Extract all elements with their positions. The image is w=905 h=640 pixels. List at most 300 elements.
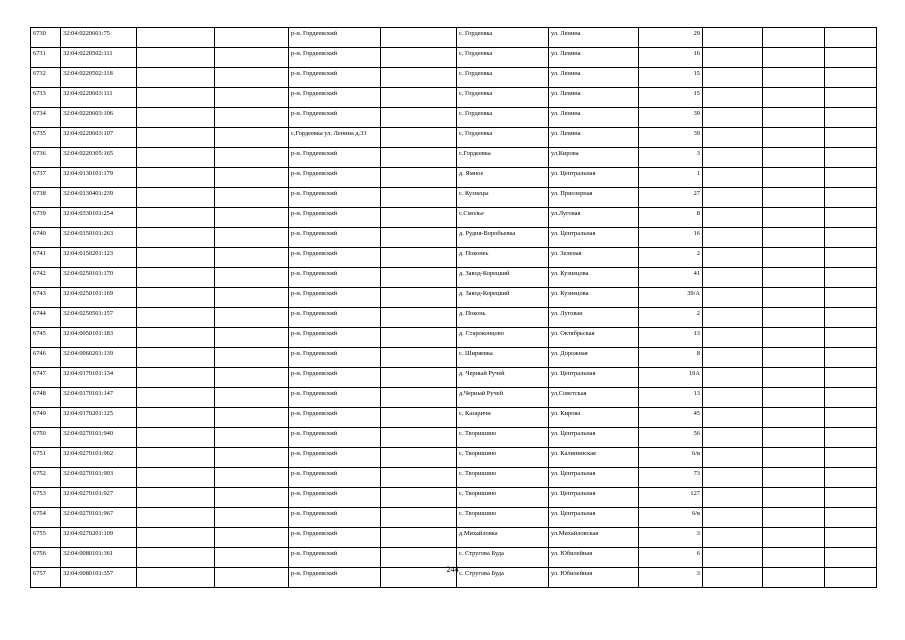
row-number-cell: 6754 <box>31 508 61 528</box>
empty-cell <box>703 268 763 288</box>
row-number-cell: 6750 <box>31 428 61 448</box>
cadastral-number-cell: 32:04:0270101:962 <box>61 448 137 468</box>
district-cell: р-н. Гордеевский <box>289 228 381 248</box>
cadastral-number-cell: 32:04:0220601:75 <box>61 28 137 48</box>
empty-cell <box>763 188 825 208</box>
empty-cell <box>825 448 877 468</box>
empty-cell <box>215 208 289 228</box>
table-row <box>31 308 877 328</box>
empty-cell <box>825 28 877 48</box>
empty-cell <box>381 528 457 548</box>
house-number-cell: 19А <box>639 368 703 388</box>
table-row <box>31 128 877 148</box>
empty-cell <box>825 48 877 68</box>
empty-cell <box>215 448 289 468</box>
locality-cell: д. Поконь <box>457 308 549 328</box>
locality-cell: с. Гордеевка <box>457 88 549 108</box>
house-number-cell: 29 <box>639 28 703 48</box>
empty-cell <box>215 148 289 168</box>
district-cell: р-н. Гордеевский <box>289 108 381 128</box>
empty-cell <box>703 388 763 408</box>
empty-cell <box>137 428 215 448</box>
district-cell: р-н. Гордеевский <box>289 508 381 528</box>
house-number-cell: 41 <box>639 268 703 288</box>
street-cell: ул. Ленина <box>549 48 639 68</box>
row-number-cell: 6740 <box>31 228 61 248</box>
locality-cell: с. Кузнецы <box>457 188 549 208</box>
empty-cell <box>215 348 289 368</box>
empty-cell <box>137 248 215 268</box>
house-number-cell: 2 <box>639 248 703 268</box>
locality-cell: с. Гордеевка <box>457 128 549 148</box>
row-number-cell: 6735 <box>31 128 61 148</box>
locality-cell: д. Староконцово <box>457 328 549 348</box>
empty-cell <box>137 468 215 488</box>
street-cell: ул. Центральная <box>549 368 639 388</box>
empty-cell <box>763 148 825 168</box>
street-cell: ул. Центральная <box>549 428 639 448</box>
locality-cell: д.Михайловка <box>457 528 549 548</box>
house-number-cell: 15 <box>639 88 703 108</box>
table-row <box>31 468 877 488</box>
empty-cell <box>825 288 877 308</box>
district-cell: р-н. Гордеевский <box>289 448 381 468</box>
house-number-cell: 6 <box>639 548 703 568</box>
row-number-cell: 6748 <box>31 388 61 408</box>
empty-cell <box>703 288 763 308</box>
empty-cell <box>215 428 289 448</box>
house-number-cell: 3 <box>639 148 703 168</box>
locality-cell: д. Черный Ручей <box>457 368 549 388</box>
empty-cell <box>825 508 877 528</box>
empty-cell <box>381 148 457 168</box>
locality-cell: с. Струговa Буда <box>457 548 549 568</box>
empty-cell <box>763 48 825 68</box>
empty-cell <box>215 88 289 108</box>
locality-cell: с. Казаричи <box>457 408 549 428</box>
empty-cell <box>215 468 289 488</box>
empty-cell <box>763 68 825 88</box>
empty-cell <box>215 508 289 528</box>
street-cell: ул.Кирова <box>549 148 639 168</box>
empty-cell <box>381 308 457 328</box>
row-number-cell: 6747 <box>31 368 61 388</box>
locality-cell: с. Гордеевка <box>457 48 549 68</box>
empty-cell <box>825 208 877 228</box>
locality-cell: с. Творишино <box>457 448 549 468</box>
empty-cell <box>381 248 457 268</box>
empty-cell <box>703 508 763 528</box>
empty-cell <box>763 108 825 128</box>
empty-cell <box>763 348 825 368</box>
empty-cell <box>703 448 763 468</box>
empty-cell <box>137 188 215 208</box>
house-number-cell: 127 <box>639 488 703 508</box>
empty-cell <box>137 108 215 128</box>
empty-cell <box>215 408 289 428</box>
table-row <box>31 348 877 368</box>
empty-cell <box>825 468 877 488</box>
empty-cell <box>381 88 457 108</box>
empty-cell <box>137 388 215 408</box>
table-row <box>31 528 877 548</box>
empty-cell <box>825 368 877 388</box>
district-cell: р-н. Гордеевский <box>289 488 381 508</box>
empty-cell <box>137 268 215 288</box>
empty-cell <box>215 388 289 408</box>
table-row <box>31 508 877 528</box>
empty-cell <box>763 168 825 188</box>
cadastral-number-cell: 32:04:0220305:165 <box>61 148 137 168</box>
empty-cell <box>215 48 289 68</box>
empty-cell <box>215 68 289 88</box>
empty-cell <box>825 88 877 108</box>
cadastral-number-cell: 32:04:0150201:123 <box>61 248 137 268</box>
empty-cell <box>381 48 457 68</box>
house-number-cell: 73 <box>639 468 703 488</box>
empty-cell <box>215 188 289 208</box>
district-cell: р-н. Гордеевский <box>289 268 381 288</box>
empty-cell <box>825 128 877 148</box>
empty-cell <box>215 268 289 288</box>
empty-cell <box>763 268 825 288</box>
empty-cell <box>137 328 215 348</box>
district-cell: р-н. Гордеевский <box>289 48 381 68</box>
table-row <box>31 88 877 108</box>
empty-cell <box>137 228 215 248</box>
empty-cell <box>763 528 825 548</box>
locality-cell: с. Творишино <box>457 468 549 488</box>
row-number-cell: 6730 <box>31 28 61 48</box>
empty-cell <box>703 408 763 428</box>
empty-cell <box>137 308 215 328</box>
table-row <box>31 388 877 408</box>
empty-cell <box>825 148 877 168</box>
district-cell: р-н. Гордеевский <box>289 208 381 228</box>
locality-cell: с. Гордеевка <box>457 68 549 88</box>
street-cell: ул. Калининская <box>549 448 639 468</box>
table-row <box>31 488 877 508</box>
house-number-cell: 45 <box>639 408 703 428</box>
house-number-cell: 39 <box>639 128 703 148</box>
row-number-cell: 6736 <box>31 148 61 168</box>
empty-cell <box>703 108 763 128</box>
district-cell: р-н. Гордеевский <box>289 148 381 168</box>
row-number-cell: 6744 <box>31 308 61 328</box>
table-row <box>31 288 877 308</box>
empty-cell <box>137 508 215 528</box>
empty-cell <box>215 368 289 388</box>
empty-cell <box>703 28 763 48</box>
empty-cell <box>381 408 457 428</box>
street-cell: ул. Дорожная <box>549 348 639 368</box>
row-number-cell: 6751 <box>31 448 61 468</box>
house-number-cell: 56 <box>639 428 703 448</box>
empty-cell <box>763 388 825 408</box>
table-row <box>31 108 877 128</box>
empty-cell <box>763 88 825 108</box>
empty-cell <box>381 68 457 88</box>
district-cell: р-н. Гордеевский <box>289 248 381 268</box>
table-row <box>31 48 877 68</box>
empty-cell <box>763 368 825 388</box>
table-row <box>31 268 877 288</box>
empty-cell <box>703 428 763 448</box>
cadastral-number-cell: 32:04:0130401:239 <box>61 188 137 208</box>
street-cell: ул. Кузнецова <box>549 288 639 308</box>
cadastral-number-cell: 32:04:0220603:107 <box>61 128 137 148</box>
street-cell: ул. Кирова <box>549 408 639 428</box>
empty-cell <box>381 468 457 488</box>
registry-table <box>30 27 877 588</box>
empty-cell <box>381 348 457 368</box>
house-number-cell: 16 <box>639 228 703 248</box>
locality-cell: с.Смолье <box>457 208 549 228</box>
locality-cell: с.Гордеевка <box>457 148 549 168</box>
empty-cell <box>137 168 215 188</box>
street-cell: ул. Ленина <box>549 68 639 88</box>
table-row <box>31 248 877 268</box>
empty-cell <box>763 208 825 228</box>
empty-cell <box>215 28 289 48</box>
empty-cell <box>381 108 457 128</box>
street-cell: ул.Михайловская <box>549 528 639 548</box>
empty-cell <box>825 248 877 268</box>
row-number-cell: 6757 <box>31 568 61 588</box>
locality-cell: д.Черный Ручей <box>457 388 549 408</box>
street-cell: ул. Ленина <box>549 128 639 148</box>
empty-cell <box>825 348 877 368</box>
empty-cell <box>825 408 877 428</box>
district-cell: р-н. Гордеевский <box>289 28 381 48</box>
empty-cell <box>381 388 457 408</box>
empty-cell <box>137 348 215 368</box>
empty-cell <box>763 488 825 508</box>
house-number-cell: 13 <box>639 388 703 408</box>
empty-cell <box>703 368 763 388</box>
empty-cell <box>763 448 825 468</box>
empty-cell <box>825 188 877 208</box>
empty-cell <box>215 108 289 128</box>
empty-cell <box>825 388 877 408</box>
empty-cell <box>763 288 825 308</box>
cadastral-number-cell: 32:04:0330101:254 <box>61 208 137 228</box>
table-row <box>31 228 877 248</box>
row-number-cell: 6739 <box>31 208 61 228</box>
locality-cell: с. Творишино <box>457 488 549 508</box>
empty-cell <box>703 168 763 188</box>
empty-cell <box>381 328 457 348</box>
row-number-cell: 6741 <box>31 248 61 268</box>
cadastral-number-cell: 32:04:0080101:357 <box>61 568 137 588</box>
row-number-cell: 6731 <box>31 48 61 68</box>
table-row <box>31 328 877 348</box>
district-cell: р-н. Гордеевский <box>289 308 381 328</box>
empty-cell <box>703 88 763 108</box>
street-cell: ул. Юбилейная <box>549 568 639 588</box>
district-cell: р-н. Гордеевский <box>289 468 381 488</box>
cadastral-number-cell: 32:04:0250501:157 <box>61 308 137 328</box>
house-number-cell: 1 <box>639 168 703 188</box>
row-number-cell: 6734 <box>31 108 61 128</box>
row-number-cell: 6745 <box>31 328 61 348</box>
district-cell: с.Гордеевка ул. Ленина д.33 <box>289 128 381 148</box>
empty-cell <box>215 128 289 148</box>
empty-cell <box>703 188 763 208</box>
district-cell: р-н. Гордеевский <box>289 388 381 408</box>
locality-cell: д. Ямное <box>457 168 549 188</box>
street-cell: ул. Зеленая <box>549 248 639 268</box>
empty-cell <box>825 328 877 348</box>
house-number-cell: 3 <box>639 568 703 588</box>
row-number-cell: 6746 <box>31 348 61 368</box>
empty-cell <box>137 408 215 428</box>
cadastral-number-cell: 32:04:0270101:903 <box>61 468 137 488</box>
row-number-cell: 6733 <box>31 88 61 108</box>
empty-cell <box>381 428 457 448</box>
empty-cell <box>703 308 763 328</box>
street-cell: ул. Приозерная <box>549 188 639 208</box>
table-row <box>31 368 877 388</box>
street-cell: ул. Юбилейная <box>549 548 639 568</box>
district-cell: р-н. Гордеевский <box>289 568 381 588</box>
house-number-cell: 15 <box>639 68 703 88</box>
empty-cell <box>381 188 457 208</box>
street-cell: ул. Ленина <box>549 88 639 108</box>
cadastral-number-cell: 32:04:0050101:183 <box>61 328 137 348</box>
empty-cell <box>703 328 763 348</box>
table-body <box>31 28 877 588</box>
empty-cell <box>763 508 825 528</box>
empty-cell <box>703 68 763 88</box>
cadastral-number-cell: 32:04:0220603:111 <box>61 88 137 108</box>
cadastral-number-cell: 32:04:0150101:263 <box>61 228 137 248</box>
cadastral-number-cell: 32:04:0250101:169 <box>61 288 137 308</box>
street-cell: ул. Луговая <box>549 308 639 328</box>
cadastral-number-cell: 32:04:0170101:147 <box>61 388 137 408</box>
empty-cell <box>137 68 215 88</box>
table-row <box>31 188 877 208</box>
locality-cell: д. Завод-Корецкий <box>457 288 549 308</box>
street-cell: ул. Центральная <box>549 228 639 248</box>
empty-cell <box>137 208 215 228</box>
empty-cell <box>381 448 457 468</box>
house-number-cell: 39 <box>639 108 703 128</box>
district-cell: р-н. Гордеевский <box>289 188 381 208</box>
empty-cell <box>381 508 457 528</box>
district-cell: р-н. Гордеевский <box>289 68 381 88</box>
house-number-cell: 6/в <box>639 508 703 528</box>
house-number-cell: 27 <box>639 188 703 208</box>
empty-cell <box>381 288 457 308</box>
street-cell: ул. Октябрьская <box>549 328 639 348</box>
street-cell: ул. Центральная <box>549 488 639 508</box>
cadastral-number-cell: 32:04:0060201:139 <box>61 348 137 368</box>
empty-cell <box>825 108 877 128</box>
empty-cell <box>137 448 215 468</box>
empty-cell <box>215 288 289 308</box>
table-row <box>31 448 877 468</box>
row-number-cell: 6742 <box>31 268 61 288</box>
row-number-cell: 6743 <box>31 288 61 308</box>
empty-cell <box>825 528 877 548</box>
empty-cell <box>763 428 825 448</box>
district-cell: р-н. Гордеевский <box>289 328 381 348</box>
empty-cell <box>215 328 289 348</box>
empty-cell <box>137 288 215 308</box>
empty-cell <box>381 228 457 248</box>
row-number-cell: 6732 <box>31 68 61 88</box>
row-number-cell: 6756 <box>31 548 61 568</box>
cadastral-number-cell: 32:04:0220603:106 <box>61 108 137 128</box>
empty-cell <box>703 148 763 168</box>
row-number-cell: 6749 <box>31 408 61 428</box>
district-cell: р-н. Гордеевский <box>289 408 381 428</box>
empty-cell <box>763 228 825 248</box>
empty-cell <box>763 468 825 488</box>
cadastral-number-cell: 32:04:0250101:170 <box>61 268 137 288</box>
locality-cell: с. Струговa Буда <box>457 568 549 588</box>
district-cell: р-н. Гордеевский <box>289 428 381 448</box>
empty-cell <box>763 408 825 428</box>
locality-cell: с. Гордеевка <box>457 108 549 128</box>
empty-cell <box>703 488 763 508</box>
house-number-cell: 39/А <box>639 288 703 308</box>
locality-cell: д. Завод-Корецкий <box>457 268 549 288</box>
empty-cell <box>763 328 825 348</box>
street-cell: ул. Ленина <box>549 28 639 48</box>
cadastral-number-cell: 32:04:0170201:125 <box>61 408 137 428</box>
cadastral-number-cell: 32:04:0270201:109 <box>61 528 137 548</box>
empty-cell <box>381 268 457 288</box>
empty-cell <box>763 128 825 148</box>
empty-cell <box>703 248 763 268</box>
locality-cell: с. Гордеевка <box>457 28 549 48</box>
empty-cell <box>215 488 289 508</box>
table-row <box>31 68 877 88</box>
cadastral-number-cell: 32:04:0130101:179 <box>61 168 137 188</box>
locality-cell: д. Рудня-Воробьевка <box>457 228 549 248</box>
empty-cell <box>703 468 763 488</box>
district-cell: р-н. Гордеевский <box>289 528 381 548</box>
locality-cell: с. Творишино <box>457 428 549 448</box>
empty-cell <box>763 248 825 268</box>
house-number-cell: 8 <box>639 348 703 368</box>
table-row <box>31 28 877 48</box>
row-number-cell: 6752 <box>31 468 61 488</box>
empty-cell <box>381 128 457 148</box>
table-row <box>31 428 877 448</box>
empty-cell <box>215 228 289 248</box>
empty-cell <box>137 368 215 388</box>
cadastral-number-cell: 32:04:0220502:111 <box>61 48 137 68</box>
empty-cell <box>381 488 457 508</box>
empty-cell <box>381 168 457 188</box>
table-row <box>31 148 877 168</box>
empty-cell <box>703 128 763 148</box>
table-row <box>31 168 877 188</box>
empty-cell <box>763 28 825 48</box>
empty-cell <box>215 248 289 268</box>
house-number-cell: 13 <box>639 328 703 348</box>
street-cell: ул. Ленина <box>549 108 639 128</box>
empty-cell <box>137 128 215 148</box>
empty-cell <box>137 48 215 68</box>
house-number-cell: 6/в <box>639 448 703 468</box>
table-row <box>31 208 877 228</box>
empty-cell <box>137 28 215 48</box>
cadastral-number-cell: 32:04:0080101:361 <box>61 548 137 568</box>
